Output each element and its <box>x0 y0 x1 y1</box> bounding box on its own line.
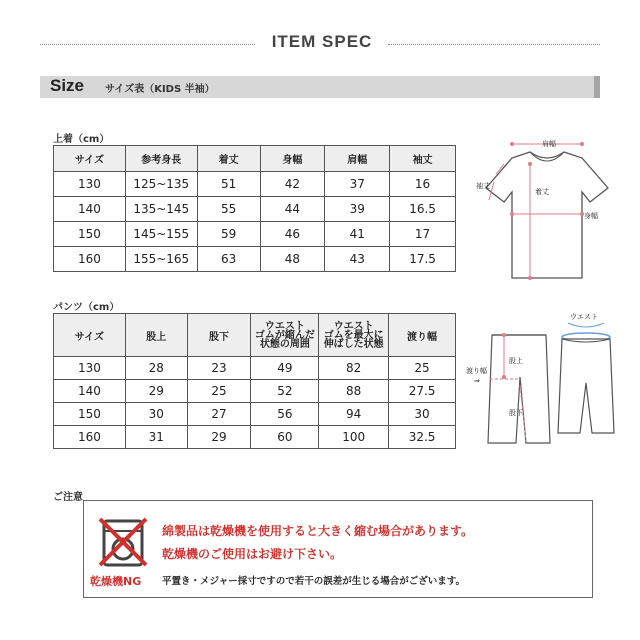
pants-diagram <box>466 305 626 450</box>
table-cell: 56 <box>251 403 319 426</box>
table-cell: 49 <box>251 357 319 380</box>
table-cell: 25 <box>187 380 251 403</box>
table-cell: 94 <box>319 403 389 426</box>
header-rule-right <box>388 44 600 45</box>
table-cell: 30 <box>389 403 456 426</box>
table-cell: 32.5 <box>389 426 456 449</box>
tops-col-header: 着丈 <box>197 146 260 172</box>
table-cell: 42 <box>260 172 325 197</box>
table-row <box>54 357 456 380</box>
table-cell: 59 <box>197 222 260 247</box>
table-cell: 160 <box>54 426 126 449</box>
caution-line-3: 平置き・メジャー採寸ですので若干の誤差が生じる場合がございます。 <box>162 576 466 587</box>
tops-col-header: サイズ <box>54 146 126 172</box>
pants-col-header-waist-stretched: ウエスト ゴムを最大に 伸ばした状態 <box>319 314 389 357</box>
table-cell: 88 <box>319 380 389 403</box>
table-cell: 39 <box>325 197 390 222</box>
dryer-ng-label: 乾燥機NG <box>90 575 142 588</box>
tops-col-header: 肩幅 <box>325 146 390 172</box>
table-cell: 100 <box>319 426 389 449</box>
table-row <box>54 197 456 222</box>
table-cell: 25 <box>389 357 456 380</box>
caution-line-2: 乾燥機のご使用はお避け下さい。 <box>162 547 343 561</box>
size-section-bar <box>40 76 600 98</box>
table-cell: 37 <box>325 172 390 197</box>
header-rule-left <box>40 44 255 45</box>
table-cell: 27.5 <box>389 380 456 403</box>
tops-col-header: 参考身長 <box>125 146 197 172</box>
table-cell: 43 <box>325 247 390 272</box>
tops-table <box>53 145 456 272</box>
table-cell: 150 <box>54 222 126 247</box>
body-width-label: 身幅 <box>584 212 598 220</box>
thigh-label: 渡り幅 <box>466 367 487 375</box>
table-cell: 150 <box>54 403 126 426</box>
table-cell: 51 <box>197 172 260 197</box>
pants-col-header: 渡り幅 <box>389 314 456 357</box>
table-cell: 52 <box>251 380 319 403</box>
tops-col-header: 身幅 <box>260 146 325 172</box>
dryer-ng-icon <box>96 515 150 569</box>
table-cell: 82 <box>319 357 389 380</box>
table-cell: 130 <box>54 357 126 380</box>
table-row <box>54 172 456 197</box>
table-cell: 140 <box>54 380 126 403</box>
table-cell: 17.5 <box>390 247 456 272</box>
tops-label: 上着（cm） <box>53 134 110 145</box>
tshirt-diagram <box>472 130 622 285</box>
page-title: ITEM SPEC <box>271 32 373 51</box>
caution-label: ご注意 <box>53 492 83 503</box>
table-cell: 135~145 <box>125 197 197 222</box>
table-cell: 16 <box>390 172 456 197</box>
table-cell: 30 <box>125 403 187 426</box>
caution-box <box>83 500 593 598</box>
tops-col-header: 袖丈 <box>390 146 456 172</box>
table-cell: 27 <box>187 403 251 426</box>
table-cell: 16.5 <box>390 197 456 222</box>
waist-label: ウエスト <box>570 313 598 321</box>
table-cell: 60 <box>251 426 319 449</box>
size-heading: Size <box>50 76 85 95</box>
table-row <box>54 247 456 272</box>
sleeve-label: 袖丈 <box>476 182 490 190</box>
table-cell: 48 <box>260 247 325 272</box>
table-cell: 55 <box>197 197 260 222</box>
table-row <box>54 426 456 449</box>
thigh-arrow-icon: ⇒ <box>474 377 480 385</box>
table-cell: 28 <box>125 357 187 380</box>
table-cell: 145~155 <box>125 222 197 247</box>
table-cell: 125~135 <box>125 172 197 197</box>
table-cell: 23 <box>187 357 251 380</box>
table-row <box>54 222 456 247</box>
table-cell: 155~165 <box>125 247 197 272</box>
table-cell: 44 <box>260 197 325 222</box>
rise-label: 股上 <box>509 357 523 365</box>
pants-col-header: サイズ <box>54 314 126 357</box>
table-cell: 63 <box>197 247 260 272</box>
inseam-label: 股下 <box>509 409 523 417</box>
table-cell: 46 <box>260 222 325 247</box>
pants-label: パンツ（cm） <box>53 302 120 313</box>
pants-col-header-waist-relaxed: ウエスト ゴムが縮んだ 状態の周囲 <box>251 314 319 357</box>
table-cell: 29 <box>187 426 251 449</box>
table-cell: 17 <box>390 222 456 247</box>
table-cell: 29 <box>125 380 187 403</box>
pants-col-header: 股上 <box>125 314 187 357</box>
table-row <box>54 380 456 403</box>
table-cell: 140 <box>54 197 126 222</box>
pants-col-header: 股下 <box>187 314 251 357</box>
table-row <box>54 403 456 426</box>
shoulder-label: 肩幅 <box>542 140 556 148</box>
table-cell: 31 <box>125 426 187 449</box>
length-label: 着丈 <box>535 188 549 196</box>
table-cell: 130 <box>54 172 126 197</box>
table-cell: 41 <box>325 222 390 247</box>
size-subtitle: サイズ表（KIDS 半袖） <box>105 84 215 95</box>
table-cell: 160 <box>54 247 126 272</box>
caution-line-1: 綿製品は乾燥機を使用すると大きく縮む場合があります。 <box>162 524 474 538</box>
pants-table <box>53 313 456 449</box>
